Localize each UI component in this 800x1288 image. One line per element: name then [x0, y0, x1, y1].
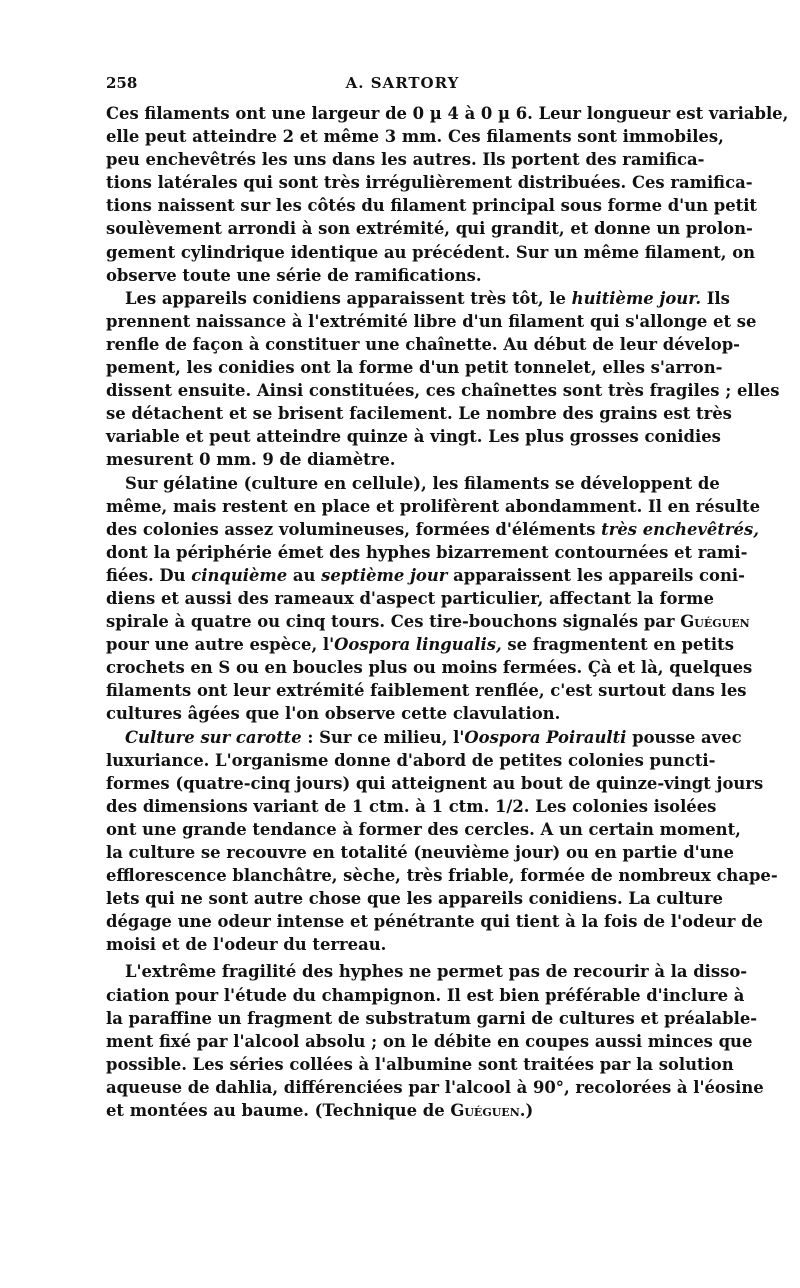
text-line: crochets en S ou en boucles plus ou moins fermées. Çà et là, quelques	[106, 658, 753, 678]
italic-phrase: huitième jour.	[571, 288, 702, 308]
text-line: observe toute une série de ramifications.	[106, 265, 482, 285]
text-line	[106, 610, 750, 633]
text-line: prennent naissance à l'extrémité libre d'un filament qui s'allonge et se	[106, 311, 757, 331]
text-line: possible. Les séries collées à l'albumine sont traitées par la solution	[106, 1054, 734, 1074]
text-line: mesurent 0 mm. 9 de diamètre.	[106, 450, 396, 470]
text-line: peu enchevêtrés les uns dans les autres. Ils portent des ramifica-	[106, 150, 705, 170]
paragraph-5	[106, 960, 764, 1122]
italic-phrase: très enchevêtrés,	[601, 519, 759, 539]
section-heading: Culture sur carotte	[125, 727, 302, 747]
text-line	[106, 564, 745, 587]
text-line: dont la périphérie émet des hyphes bizarrement contournées et rami-	[106, 542, 748, 562]
text-line: formes (quatre-cinq jours) qui atteignent au bout de quinze-vingt jours	[106, 773, 764, 793]
text-line	[106, 287, 730, 310]
text-run: : Sur ce milieu, l'	[301, 727, 465, 747]
text-line: ciation pour l'étude du champignon. Il est bien préférable d'inclure à	[106, 985, 745, 1005]
text-line: variable et peut atteindre quinze à vingt. Les plus grosses conidies	[106, 427, 721, 447]
text-run: au	[287, 565, 322, 585]
text-line: L'extrême fragilité des hyphes ne permet pas de recourir à la disso-	[125, 962, 748, 982]
text-line: ont une grande tendance à former des cercles. A un certain moment,	[106, 819, 741, 839]
text-line: elle peut atteindre 2 et même 3 mm. Ces filaments sont immobiles,	[106, 127, 724, 147]
text-line: des dimensions variant de 1 ctm. à 1 ctm. 1/2. Les colonies isolées	[106, 796, 717, 816]
text-line: tions naissent sur les côtés du filament principal sous forme d'un petit	[106, 196, 757, 216]
text-run: .)	[519, 1101, 534, 1121]
text-run: pour une autre espèce, l'	[106, 635, 335, 655]
text-line: pement, les conidies ont la forme d'un petit tonnelet, elles s'arron-	[106, 358, 723, 378]
author-name: Guéguen	[680, 612, 750, 632]
page-header	[106, 74, 699, 96]
text-line: tions latérales qui sont très irrégulièrement distribuées. Ces ramifica-	[106, 173, 753, 193]
text-line: la paraffine un fragment de substratum garni de cultures et préalable-	[106, 1008, 758, 1028]
paragraph-2	[106, 287, 780, 472]
text-line: moisi et de l'odeur du terreau.	[106, 935, 387, 955]
paragraph-4	[106, 726, 778, 957]
text-line: filaments ont leur extrémité faiblement renflée, c'est surtout dans les	[106, 681, 747, 701]
text-line: Ces filaments ont une largeur de 0 µ 4 à 0 µ 6. Leur longueur est variable,	[106, 104, 789, 123]
text-line	[106, 633, 734, 656]
text-line: la culture se recouvre en totalité (neuvième jour) ou en partie d'une	[106, 843, 734, 862]
text-line	[106, 1099, 699, 1122]
text-run: se fragmentent en petits	[501, 635, 734, 655]
species-name: Oospora lingualis,	[334, 635, 502, 655]
text-run: des colonies assez volumineuses, formées d'éléments	[106, 519, 602, 539]
text-line: dissent ensuite. Ainsi constituées, ces chaînettes sont très fragiles ; elles	[106, 381, 780, 401]
text-run: fiées. Du	[106, 565, 192, 585]
text-line: aqueuse de dahlia, différenciées par l'alcool à 90°, recolorées à l'éosine	[106, 1077, 764, 1097]
text-run: et montées au baume. (Technique de	[106, 1101, 451, 1121]
text-line: cultures âgées que l'on observe cette clavulation.	[106, 704, 561, 724]
text-line: même, mais restent en place et prolifèrent abondamment. Il en résulte	[106, 496, 761, 516]
text-line	[106, 518, 759, 541]
page-number: 258	[106, 74, 138, 92]
paragraph-3	[106, 472, 761, 726]
text-line: efflorescence blanchâtre, sèche, très friable, formée de nombreux chape-	[106, 866, 778, 886]
text-line: gement cylindrique identique au précédent. Sur un même filament, on	[106, 242, 756, 262]
author-name: Guéguen	[450, 1101, 520, 1121]
running-head: A. SARTORY	[345, 74, 460, 92]
text-run: spirale à quatre ou cinq tours. Ces tire-bouchons signalés par	[106, 612, 681, 632]
text-line: ment fixé par l'alcool absolu ; on le débite en coupes aussi minces que	[106, 1031, 753, 1051]
species-name: Oospora Poiraulti	[464, 727, 627, 747]
text-line: luxuriance. L'organisme donne d'abord de petites colonies puncti-	[106, 750, 716, 770]
italic-phrase: septième jour	[321, 565, 448, 585]
text-line: renfle de façon à constituer une chaînette. Au début de leur dévelop-	[106, 334, 740, 354]
text-line	[106, 726, 742, 749]
text-run: Les appareils conidiens apparaissent très tôt, le	[125, 288, 572, 308]
text-run: apparaissent les appareils coni-	[447, 565, 745, 585]
text-line: se détachent et se brisent facilement. Le nombre des grains est très	[106, 404, 732, 424]
text-line: Sur gélatine (culture en cellule), les filaments se développent de	[125, 473, 720, 493]
italic-phrase: cinquième	[191, 565, 288, 585]
text-run: pousse avec	[626, 727, 742, 747]
text-line: dégage une odeur intense et pénétrante qui tient à la fois de l'odeur de	[106, 912, 763, 932]
text-line: diens et aussi des rameaux d'aspect particulier, affectant la forme	[106, 588, 714, 608]
body-text	[106, 102, 789, 1122]
text-run: Ils	[701, 288, 730, 308]
text-line: soulèvement arrondi à son extrémité, qui grandit, et donne un prolon-	[106, 219, 753, 239]
text-line: lets qui ne sont autre chose que les appareils conidiens. La culture	[106, 889, 723, 909]
paragraph-1	[106, 102, 789, 287]
